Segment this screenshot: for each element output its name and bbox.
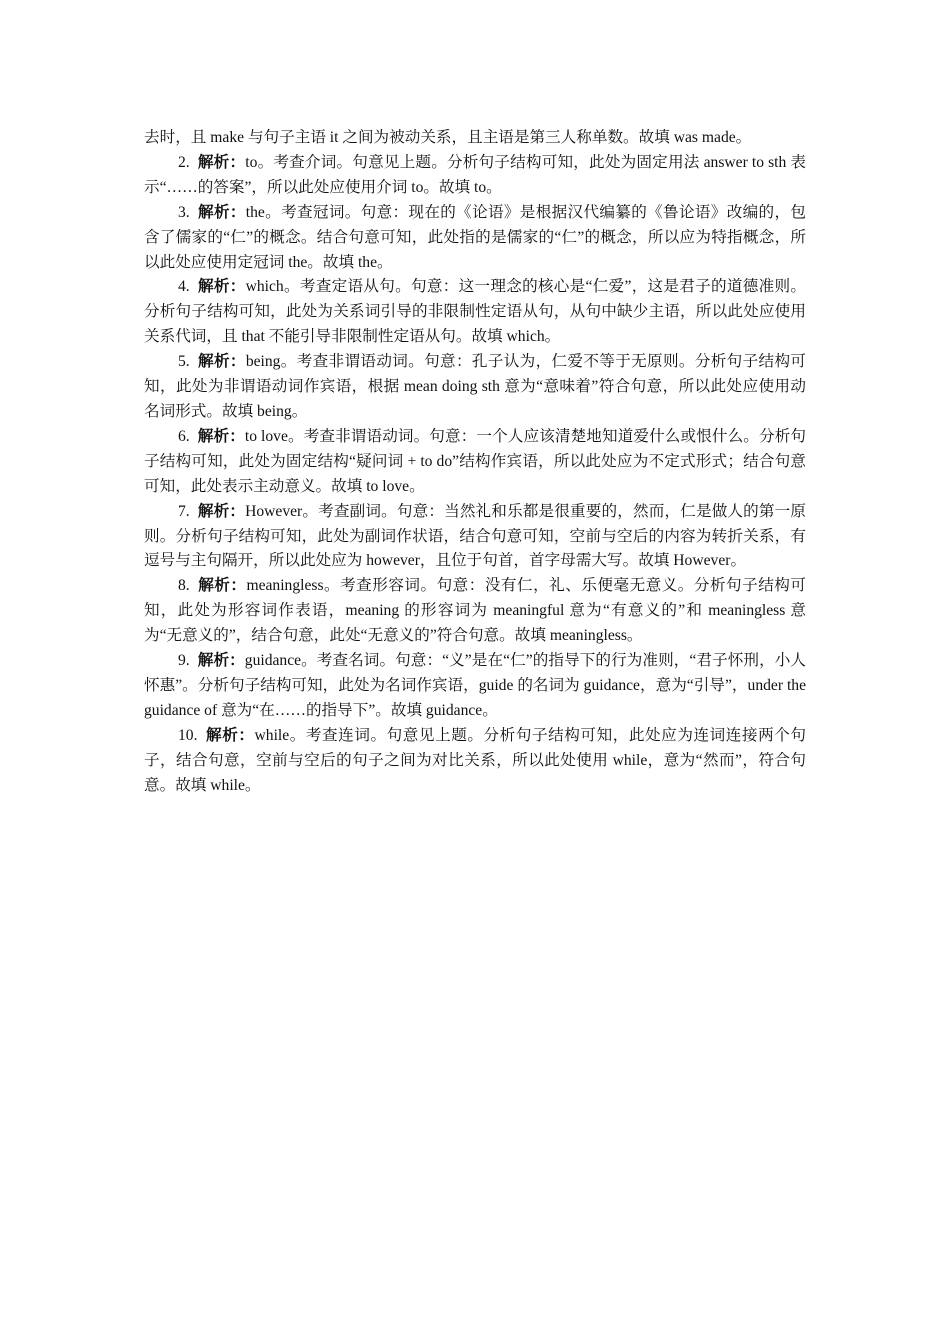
answer-item-8	[144, 574, 806, 649]
item-text: to。考查介词。句意见上题。分析句子结构可知，此处为固定用法 answer to sth 表示“……的答案”，所以此处应使用介词 to。故填 to。	[144, 153, 806, 196]
item-text: to love。考查非谓语动词。句意：一个人应该清楚地知道爱什么或恨什么。分析句子结构可知，此处为固定结构“疑问词 + to do”结构作宾语，所以此处应为不定式形式；结合句意可知，此处表示主动意义。故填 to love。	[144, 427, 806, 495]
answer-item-3	[144, 201, 806, 276]
item-number: 8.	[178, 577, 190, 595]
item-number: 10.	[178, 726, 198, 744]
item-text: guidance。考查名词。句意：“义”是在“仁”的指导下的行为准则，“君子怀刑，小人怀惠”。分析句子结构可知，此处为名词作宾语，guide 的名词为 guidance，意为“引导”，under the guidance of 意为“在……的指导下”。故填 guidance。	[144, 652, 806, 719]
answer-item-2	[144, 151, 806, 201]
answer-item-5	[144, 350, 806, 425]
answer-item-9	[144, 649, 806, 724]
item-number: 2.	[178, 153, 190, 171]
item-text: being。考查非谓语动词。句意：孔子认为，仁爱不等于无原则。分析句子结构可知，此处为非谓语动词作宾语，根据 mean doing sth 意为“意味着”符合句意，所以此处应使用动名词形式。故填 being。	[144, 353, 806, 420]
item-label: 解析：	[205, 726, 255, 744]
item-label: 解析：	[197, 652, 245, 670]
item-number: 4.	[178, 278, 190, 296]
item-label: 解析：	[197, 427, 245, 445]
item-text: the。考查冠词。句意：现在的《论语》是根据汉代编纂的《鲁论语》改编的，包含了儒家的“仁”的概念。结合句意可知，此处指的是儒家的“仁”的概念，所以应为特指概念，所以此处应使用定冠词 the。故填 the。	[144, 203, 806, 271]
answer-item-10	[144, 724, 806, 799]
item-text: However。考查副词。句意：当然礼和乐都是很重要的，然而，仁是做人的第一原则。分析句子结构可知，此处为副词作状语，结合句意可知，空前与空后的内容为转折关系，有逗号与主句隔开，所以此处应为 however，且位于句首，首字母需大写。故填 However。	[144, 502, 806, 570]
answer-item-6	[144, 425, 806, 500]
intro-paragraph: 去时，且 make 与句子主语 it 之间为被动关系，且主语是第三人称单数。故填 was made。	[144, 129, 752, 146]
answer-item-7	[144, 500, 806, 575]
item-number: 3.	[178, 203, 190, 221]
answer-explanations	[144, 126, 806, 798]
item-label: 解析：	[197, 203, 246, 221]
item-number: 5.	[178, 353, 190, 371]
answer-item-4	[144, 275, 806, 350]
item-label: 解析：	[197, 153, 246, 171]
item-number: 6.	[178, 427, 190, 445]
item-number: 9.	[178, 652, 190, 670]
item-label: 解析：	[197, 577, 247, 595]
item-number: 7.	[178, 502, 190, 520]
item-text: while。考查连词。句意见上题。分析句子结构可知，此处应为连词连接两个句子，结合句意，空前与空后的句子之间为对比关系，所以此处使用 while，意为“然而”，符合句意。故填 while。	[144, 726, 806, 794]
item-text: meaningless。考查形容词。句意：没有仁，礼、乐便毫无意义。分析句子结构可知，此处为形容词作表语，meaning 的形容词为 meaningful 意为“有意义的”和 meaningless 意为“无意义的”，结合句意，此处“无意义的”符合句意。故填 meaningless。	[144, 577, 806, 645]
item-label: 解析：	[197, 353, 246, 371]
item-text: which。考查定语从句。句意：这一理念的核心是“仁爱”，这是君子的道德准则。分析句子结构可知，此处为关系词引导的非限制性定语从句，从句中缺少主语，所以此处应使用关系代词，且 that 不能引导非限制性定语从句。故填 which。	[144, 278, 806, 346]
item-label: 解析：	[197, 278, 246, 296]
item-label: 解析：	[197, 502, 246, 520]
